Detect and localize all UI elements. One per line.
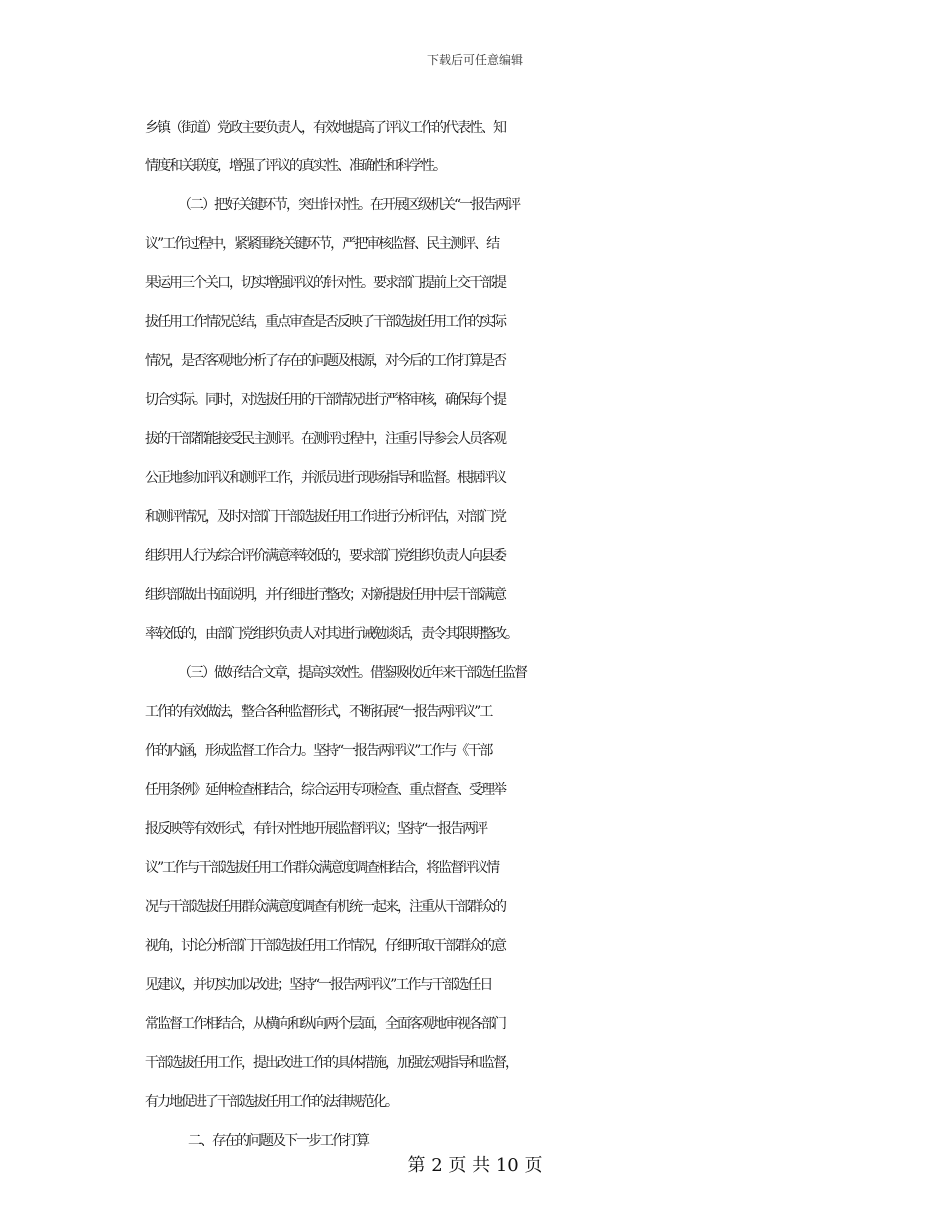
- paragraph-line: 视角，讨论分析部门干部选拔任用工作情况，仔细听取干部群众的意: [145, 938, 505, 954]
- paragraph-line: 组织用人行为综合评价满意率较低的，要求部门党组织负责人向县委: [145, 548, 505, 564]
- paragraph-line: 切合实际。同时，对选拔任用的干部情况进行严格审核，确保每个提: [145, 392, 505, 408]
- paragraph-line: 报反映等有效形式，有针对性地开展监督评议；坚持“一报告两评: [145, 821, 487, 837]
- paragraph-line: 任用条例》延伸检查相结合，综合运用专项检查、重点督查、受理举: [145, 782, 505, 798]
- paragraph-line: 常监督工作相结合，从横向和纵向两个层面，全面客观地审视各部门: [145, 1016, 505, 1032]
- section-heading: 二、存在的问题及下一步工作打算: [188, 1133, 368, 1149]
- page-number: 第 2 页 共 10 页: [407, 1155, 543, 1176]
- paragraph-line: 组织部做出书面说明，并仔细进行整改；对新提拔任用中层干部满意: [145, 587, 505, 603]
- paragraph-line: 作的内涵，形成监督工作合力。坚持“一报告两评议”工作与《干部: [145, 743, 492, 759]
- paragraph-line: 和测评情况，及时对部门干部选拔任用工作进行分析评估，对部门党: [145, 509, 505, 525]
- paragraph-line: （三）做好结合文章，提高实效性。借鉴吸收近年来干部选任监督: [178, 665, 526, 681]
- paragraph-line: 干部选拔任用工作，提出改进工作的具体措施，加强宏观指导和监督，: [145, 1055, 517, 1071]
- paragraph-line: 工作的有效做法，整合各种监督形式，不断拓展“一报告两评议”工: [145, 704, 492, 720]
- paragraph-line: 果运用三个关口，切实增强评议的针对性。要求部门提前上交干部提: [145, 275, 505, 291]
- paragraph-line: 见建议，并切实加以改进；坚持“一报告两评议”工作与干部选任日: [145, 977, 492, 993]
- paragraph-line: 议”工作与干部选拔任用工作群众满意度调查相结合，将监督评议情: [145, 860, 499, 876]
- paragraph-line: 情度和关联度，增强了评议的真实性、准确性和科学性。: [145, 158, 445, 174]
- paragraph-line: 拔任用工作情况总结，重点审查是否反映了干部选拔任用工作的实际: [145, 314, 505, 330]
- paragraph-line: 率较低的，由部门党组织负责人对其进行诫勉谈话，责令其限期整改。: [145, 626, 517, 642]
- paragraph-line: 况与干部选拔任用群众满意度调查有机统一起来，注重从干部群众的: [145, 899, 505, 915]
- paragraph-line: 有力地促进了干部选拔任用工作的法律规范化。: [145, 1094, 397, 1110]
- paragraph-line: 拔的干部都能接受民主测评。在测评过程中，注重引导参会人员客观: [145, 431, 505, 447]
- page-header: 下载后可任意编辑: [426, 53, 523, 67]
- paragraph-line: （二）把好关键环节，突出针对性。在开展区级机关“一报告两评: [178, 197, 520, 213]
- paragraph-line: 议”工作过程中，紧紧围绕关键环节，严把审核监督、民主测评、结: [145, 236, 499, 252]
- paragraph-line: 乡镇（街道）党政主要负责人，有效地提高了评议工作的代表性、知: [145, 120, 505, 136]
- paragraph-line: 情况，是否客观地分析了存在的问题及根源，对今后的工作打算是否: [145, 353, 505, 369]
- paragraph-line: 公正地参加评议和测评工作，并派员进行现场指导和监督。根据评议: [145, 470, 505, 486]
